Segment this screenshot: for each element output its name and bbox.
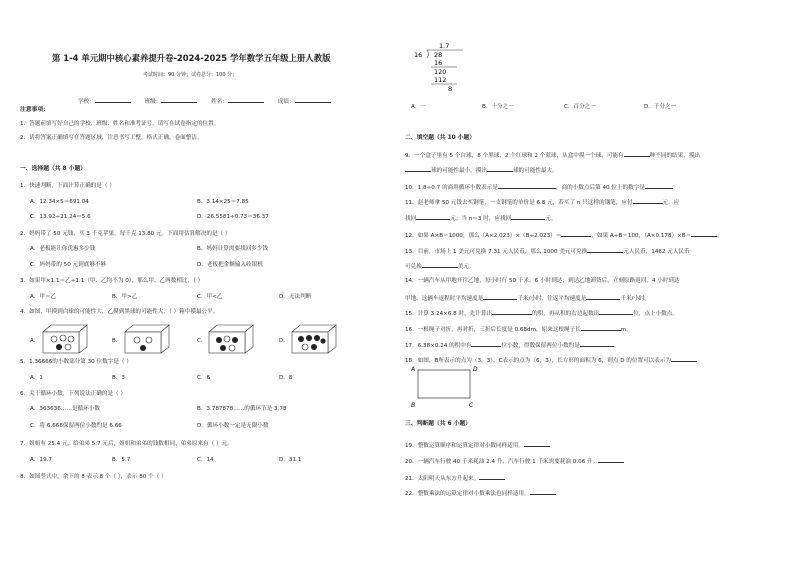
q8-stem: 8．如图竖式中，余下的 8 表示 8 个（ ），表示 80 个（ ） <box>20 474 167 480</box>
section-choice-title: 一、选择题（共 8 小题） <box>20 166 87 172</box>
q6-option-a[interactable]: A．363636……是循环小数 <box>30 406 100 412</box>
q6-option-c[interactable]: C．将 6.666保留两位小数约是 6.66 <box>30 423 122 429</box>
q13-text-3: 可兑换 <box>405 264 422 270</box>
section-fill-title: 二、填空题（共 10 小题） <box>405 135 476 141</box>
q7-option-b[interactable]: B．5.7 <box>112 457 131 463</box>
point-b-label: B <box>411 402 416 409</box>
q11-text-3: 找回 <box>405 216 417 222</box>
q17-line <box>405 341 619 350</box>
q9-text-3: 球的可能性最小，摸出 <box>431 168 487 174</box>
q16-text-1: 16．一根绳子对折，再对折，三折后长度是 0.68dm，原来这根绳子长 <box>405 327 581 333</box>
q21-blank[interactable] <box>479 474 505 480</box>
exam-title: 第 1-4 单元期中核心素养提升卷-2024-2025 学年数学五年级上册人教版 <box>52 53 331 63</box>
q22-text: 22．整数乘法的运算定律对小数乘法也同样适用。 <box>405 491 530 497</box>
q1-option-a[interactable]: A．12.34×5＝691.04 <box>30 199 89 205</box>
field-school-blank[interactable] <box>95 97 131 103</box>
q11-blank-2[interactable] <box>416 214 450 220</box>
q17-blank-1[interactable] <box>471 341 501 347</box>
point-a-label: A <box>411 366 416 373</box>
q15-blank-1[interactable] <box>492 309 532 315</box>
q1-option-b[interactable]: B．3.14×25＝7.85 <box>197 199 249 205</box>
q19-text: 19．整数运算顺序和运算定律对小数同样适用。 <box>405 443 524 449</box>
q5-option-b[interactable]: B．3 <box>112 375 125 381</box>
q15-text-3: 位，点上小数点。 <box>633 311 678 317</box>
q16-text-2: m。 <box>620 327 632 333</box>
notice-title: 注意事项： <box>20 107 49 113</box>
q12-line <box>405 231 723 240</box>
q3-option-c[interactable]: C．甲<乙 <box>197 294 223 300</box>
q6-option-b[interactable]: B．3.787878……的循环节是 3.78 <box>197 406 287 412</box>
q9-blank-2[interactable] <box>405 166 431 172</box>
q3-option-a[interactable]: A．甲＝乙 <box>30 294 57 300</box>
field-class-label: 班级： <box>144 99 162 105</box>
q7-stem: 7．姐姐有 25.4 元，给弟弟 5.7 元后，姐姐和弟弟的钱数相同，弟弟原来有（ ）元。 <box>20 441 233 447</box>
q11-line-1 <box>405 198 679 207</box>
q13-text-1: 13．目前，市场上 1 美元可兑换 7.31 元人民币，那么 1000 美元可兑换 <box>405 249 588 255</box>
section-judge-title: 三、判断题（共 6 小题） <box>405 421 472 427</box>
q8-option-b[interactable]: B．十分之一 <box>482 104 514 110</box>
q11-text-2: 元，应 <box>662 200 680 206</box>
box-d-figure <box>289 322 339 354</box>
q7-option-a[interactable]: A．19.7 <box>30 457 52 463</box>
q14-line-1: 14．一辆汽车从甲地开往乙地，每小时行 50 千米，6 小时到达；到达乙地卸货后，立刻原路返回，4 小时到达 <box>405 278 680 284</box>
q10-blank-1[interactable] <box>498 183 556 189</box>
q14-text-1: 甲地，这辆车返程时平均速度是 <box>405 296 484 302</box>
q10-text-3: 。 <box>672 185 679 191</box>
q15-line <box>405 309 678 318</box>
q9-line-2 <box>405 166 558 175</box>
q10-text-1: 10．1.8÷0.7 的商用循环小数表示是 <box>405 185 498 191</box>
point-d-label: D <box>473 366 478 373</box>
q12-text-2: ，如果 A÷B＝100，（A×0.178）×B＝ <box>591 233 692 239</box>
q3-option-b[interactable]: B．甲>乙 <box>112 294 138 300</box>
q3-stem: 3．如果甲×1.1＝乙÷1.1（甲、乙均不为 0），那么甲、乙两数相比，（ ） <box>20 278 204 284</box>
q8-option-d[interactable]: D．千分之一 <box>644 104 677 110</box>
q9-line-1 <box>405 151 700 160</box>
q5-option-c[interactable]: C．6 <box>197 375 211 381</box>
q13-text-2: 元人民币，1462 元人民币 <box>623 249 690 255</box>
box-b-figure <box>122 322 172 354</box>
student-fields <box>78 97 331 106</box>
q13-text-4: 美元。 <box>457 264 475 270</box>
q11-line-2 <box>405 214 556 223</box>
q12-blank-1[interactable] <box>561 231 591 237</box>
q5-option-a[interactable]: A．1 <box>30 375 43 381</box>
point-c-label: C <box>469 402 474 409</box>
q11-text-4: 元；当 n＝3 时，应找回 <box>450 216 512 222</box>
q11-text-5: 元。 <box>545 216 557 222</box>
q14-text-3: 千米/小时。 <box>620 296 651 302</box>
field-name-blank[interactable] <box>228 97 264 103</box>
q17-blank-2[interactable] <box>580 341 614 347</box>
field-score-blank[interactable] <box>295 97 331 103</box>
q2-option-d[interactable]: D．老板把金额输入收银机 <box>197 262 263 268</box>
q12-text-3: 。 <box>717 233 723 239</box>
q17-text-2: 位小数，得数保留两位小数约是 <box>501 343 580 349</box>
q22-blank[interactable] <box>530 489 556 495</box>
q19-line <box>405 441 550 450</box>
q2-option-a[interactable]: A．老板能让你优惠多少钱 <box>30 246 96 252</box>
q4-option-a[interactable]: A． <box>30 338 40 344</box>
division-remainder: 8 <box>448 85 453 93</box>
q6-stem: 6．关于循环小数，下列说法正确的是（ ） <box>20 391 127 397</box>
q5-option-d[interactable]: D．8 <box>279 375 293 381</box>
q22-line <box>405 489 556 498</box>
q19-blank[interactable] <box>524 441 550 447</box>
q1-option-c[interactable]: C．13.92÷21.24＝5.6 <box>30 214 91 220</box>
q20-line <box>405 457 624 466</box>
division-step-3: 112 <box>434 76 447 84</box>
q18-blank-1[interactable] <box>671 356 697 362</box>
q13-line-1 <box>405 247 690 256</box>
division-step-1: 16 <box>434 59 443 67</box>
q9-text-4: 球的可能性最大。 <box>512 168 558 174</box>
q9-text-2: 种不同的结果，摸出 <box>649 153 701 159</box>
q21-text: 21．太阳明天从东方升起来。 <box>405 476 480 482</box>
q14-blank-1[interactable] <box>483 294 517 300</box>
q9-blank-3[interactable] <box>487 166 513 172</box>
q14-blank-2[interactable] <box>586 294 620 300</box>
q16-blank-1[interactable] <box>581 325 621 331</box>
q13-blank-1[interactable] <box>587 247 623 253</box>
q7-option-d[interactable]: D．31.1 <box>279 457 302 463</box>
q15-text-1: 15．计算 3.24×6.8 时，先计算出 <box>405 311 493 317</box>
q15-text-2: 的积，再从积的右边起数出 <box>532 311 600 317</box>
q5-stem: 5．1.36666的小数部分第 30 位数字是（ ） <box>20 359 132 365</box>
q13-blank-2[interactable] <box>422 262 458 268</box>
q4-option-d[interactable]: D． <box>279 338 289 344</box>
division-step-2: 120 <box>434 68 447 76</box>
q8-option-a[interactable]: A．一 <box>411 104 427 110</box>
box-c-figure <box>206 322 256 354</box>
q11-blank-3[interactable] <box>511 214 545 220</box>
q10-blank-2[interactable] <box>645 183 673 189</box>
q4-option-b[interactable]: B． <box>112 338 122 344</box>
division-quotient: 1.7 <box>439 42 450 50</box>
q1-option-d[interactable]: D．26.5581÷0.73＝36.37 <box>197 214 269 220</box>
q11-blank-1[interactable] <box>633 198 663 204</box>
q2-stem: 2．妈妈带了 50 元钱，买 3 千克苹果，每千克 13.80 元。下面用估算解决的是（ ） <box>20 231 231 237</box>
long-division-figure <box>413 42 469 98</box>
q7-option-c[interactable]: C．14 <box>197 457 214 463</box>
q10-text-2: ，商的小数点后第 40 位上的数字是 <box>555 185 645 191</box>
q4-stem: 4．如图，甲摸到白球的可能性大，乙摸到黑球的可能性大，（ ）箱中摸最公平。 <box>20 309 219 315</box>
q17-text-1: 17．6.38×0.24 的积中有 <box>405 343 472 349</box>
q17-text-3: 。 <box>613 343 620 349</box>
q20-text: 20．一辆汽车行驶 40 千米耗油 2.4 升，汽车行驶 1 千米需要耗油 0.06 升。 <box>405 459 599 465</box>
q14-line-2 <box>405 294 650 303</box>
q20-blank[interactable] <box>598 457 624 463</box>
q18-text-1: 18．如图，B所表示的点为（3，3），C表示的点为（6，3），长方形的面积为 6，则点 D 的位置可以表示为 <box>405 358 672 364</box>
field-class-blank[interactable] <box>161 97 197 103</box>
notice-1: 1．答题前填写好自己的学校、班级、姓名和准考证号，请写在试卷指定的位置。 <box>20 121 220 127</box>
field-name-label: 姓名： <box>211 99 228 105</box>
q6-option-d[interactable]: D．循环小数一定是无限小数 <box>197 423 269 429</box>
division-divisor: 16 <box>414 51 423 59</box>
q3-option-d[interactable]: D．无法判断 <box>279 294 312 300</box>
notice-2: 2．请将答案正确填写在答题区域，注意书写工整，格式正确，卷面整洁。 <box>20 135 203 141</box>
q9-blank-1[interactable] <box>624 151 650 157</box>
field-school-label: 学校： <box>78 99 95 105</box>
q1-stem: 1．快速判断，下面计算正确的是（ ） <box>20 183 115 189</box>
q13-line-2 <box>405 262 475 271</box>
q11-text-1: 11．赵老师拿 50 元钱去买钢笔，一支钢笔的单价是 6.8 元，若买了 n 只这样的钢笔，应付 <box>405 200 633 206</box>
q2-option-b[interactable]: B．妈妈计算需要找回多少钱 <box>197 246 268 252</box>
box-a-figure <box>40 322 90 354</box>
q10-line <box>405 183 679 192</box>
q12-blank-2[interactable] <box>691 231 717 237</box>
q16-line <box>405 325 632 334</box>
field-score-label: 成绩： <box>277 99 295 105</box>
q8-option-c[interactable]: C．百分之一 <box>564 104 596 110</box>
exam-info: 考试时间：90 分钟；试卷总分：100 分； <box>143 72 238 78</box>
q12-text-1: 12．如果 A×B＝1000，那么（A×2.023）×（B÷2.023）＝ <box>405 233 562 239</box>
rectangle-abcd-figure <box>407 362 483 410</box>
q15-blank-2[interactable] <box>599 309 633 315</box>
q14-text-2: 千米/小时，往返平均速度是 <box>517 296 587 302</box>
q4-option-c[interactable]: C． <box>197 338 207 344</box>
division-dividend: 28 <box>434 51 443 59</box>
q2-option-c[interactable]: C．妈妈带的 50 元到底够不够 <box>30 262 107 268</box>
q21-line <box>405 474 505 483</box>
q9-text-1: 9．一个盒子里有 5 个白球，8 个黑球，2 个红球和 2 个蓝球，从盒中摸一个球，可能有 <box>405 153 624 159</box>
